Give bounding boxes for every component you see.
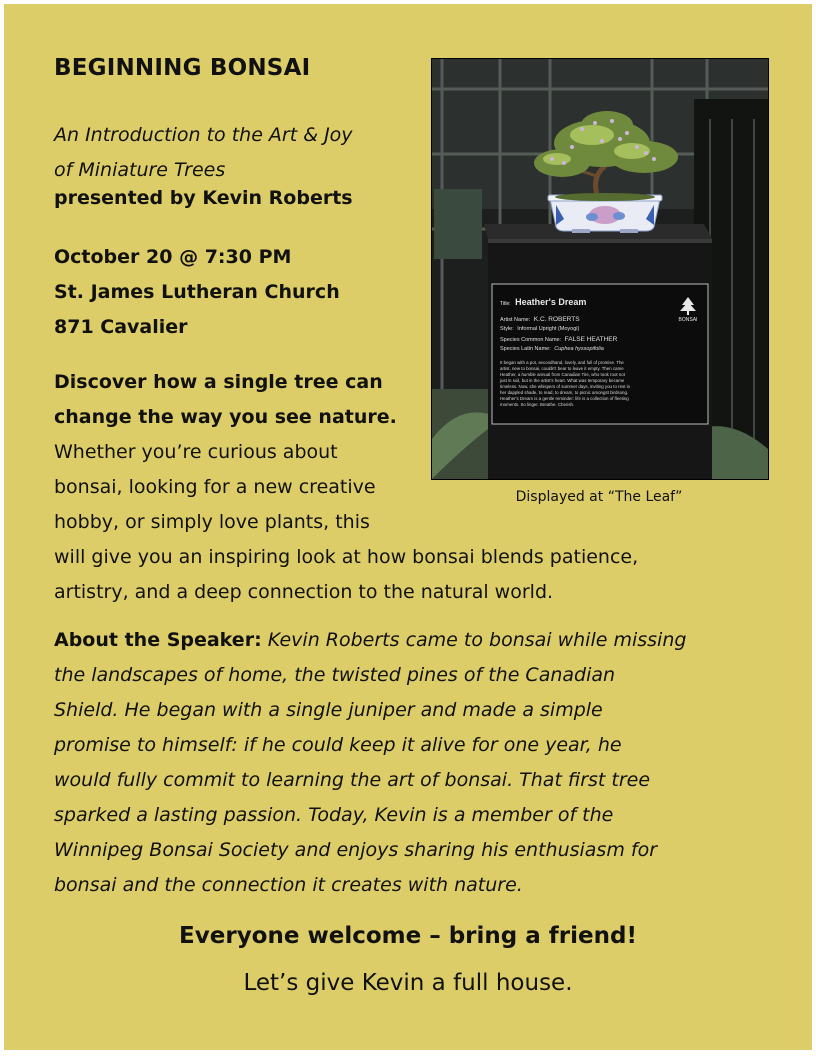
plaque-artist: Artist Name: K.C. ROBERTS (500, 316, 580, 323)
subtitle-line: An Introduction to the Art & Joy (54, 124, 353, 146)
plaque-style: Style: Informal Upright (Moyogi) (500, 326, 580, 332)
svg-text:BONSAI: BONSAI (678, 317, 698, 323)
discover-line: Discover how a single tree can (54, 371, 383, 393)
welcome-line: Everyone welcome – bring a friend! (179, 923, 637, 949)
plaque-body-line: moments. So linger. Breathe. Cherish. (500, 402, 575, 407)
flyer-title: BEGINNING BONSAI (54, 55, 311, 81)
plaque-body-line: just in soil, but in the artist's heart. What was temporary became (500, 378, 625, 383)
intro-line: bonsai, looking for a new creative (54, 476, 376, 498)
intro-line: artistry, and a deep connection to the natural world. (54, 581, 554, 603)
about-line: promise to himself: if he could keep it alive for one year, he (54, 734, 622, 756)
flyer-subtitle (54, 118, 424, 188)
discover-line: change the way you see nature. (54, 406, 397, 428)
plaque-common-name: Species Common Name: FALSE HEATHER (500, 336, 618, 343)
plaque-title: Title: Heather's Dream (500, 297, 587, 307)
about-line: bonsai and the connection it creates with nature. (54, 874, 523, 896)
event-address: 871 Cavalier (54, 316, 188, 338)
photo-caption: Displayed at “The Leaf” (515, 489, 683, 505)
intro-line: will give you an inspiring look at how bonsai blends patience, (54, 546, 639, 568)
about-speaker-paragraph (54, 623, 770, 903)
event-date: October 20 @ 7:30 PM (54, 246, 292, 268)
intro-line: Whether you’re curious about (54, 441, 338, 463)
event-venue: St. James Lutheran Church (54, 281, 340, 303)
plaque-body-line: Heather's Dream is a gentle reminder: life is a collection of fleeting (500, 396, 629, 401)
about-line: the landscapes of home, the twisted pines of the Canadian (54, 664, 616, 686)
presenter-line: presented by Kevin Roberts (54, 187, 353, 209)
plaque-body-line: Heather, a humble annual from Canadian Tire, who took root not (500, 372, 625, 377)
event-details (54, 240, 340, 345)
about-line: sparked a lasting passion. Today, Kevin is a member of the (54, 804, 614, 826)
full-house-line: Let’s give Kevin a full house. (243, 970, 573, 996)
about-line: would fully commit to learning the art of bonsai. That first tree (54, 769, 651, 791)
intro-line: hobby, or simply love plants, this (54, 511, 370, 533)
discover-paragraph (54, 365, 638, 610)
plaque-body-line: her dappled shade, to read, to dream, to picnic amongst birdsong. (500, 390, 629, 395)
about-line: Winnipeg Bonsai Society and enjoys sharing his enthusiasm for (54, 839, 658, 861)
plaque-body-line: timeless. Now, she whispers of summer days, inviting you to rest in (500, 384, 631, 389)
about-line: Kevin Roberts came to bonsai while missing (261, 629, 687, 651)
subtitle-line: of Miniature Trees (54, 159, 226, 181)
about-speaker-label: About the Speaker: (54, 629, 262, 651)
flyer-page (4, 4, 812, 1050)
plaque-latin-name: Species Latin Name: Cuphea hyssopifolia (500, 346, 604, 352)
about-line: Shield. He began with a single juniper and made a simple (54, 699, 603, 721)
plaque-body-line: artist, new to bonsai, couldn't bear to leave it empty. Then came (500, 366, 624, 371)
plaque-body-line: It began with a pot, secondhand, lovely, and full of promise. The (500, 360, 624, 365)
